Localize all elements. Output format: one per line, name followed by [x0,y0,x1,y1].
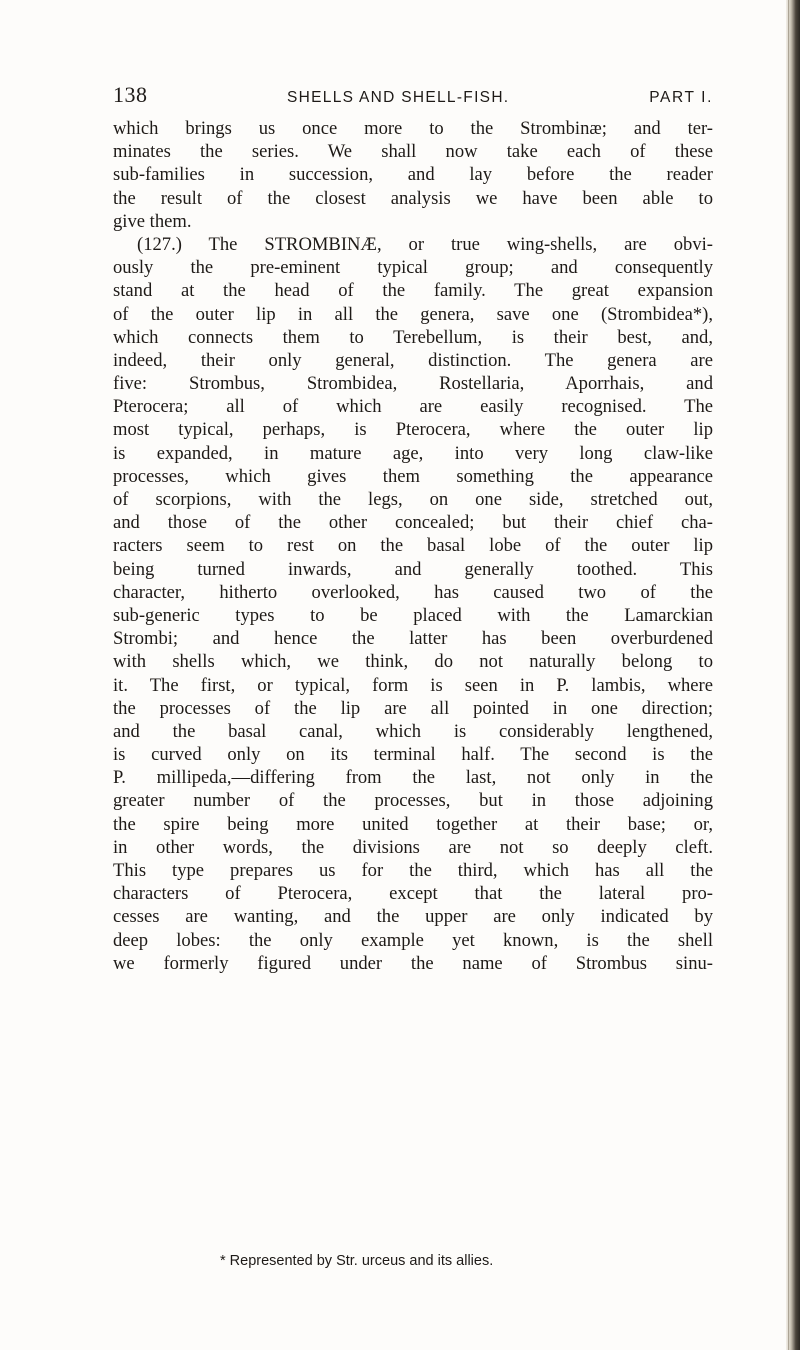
text-line: five: Strombus, Strombidea, Rostellaria, Aporrhais, and [113,373,713,395]
footnote: * Represented by Str. urceus and its allies. [220,1253,494,1269]
text-line: in other words, the divisions are not so deeply cleft. [113,836,713,858]
text-line: Strombi; and hence the latter has been overburdened [113,628,713,650]
text-line: This type prepares us for the third, which has all the [113,860,713,881]
text-line: which brings us once more to the Strombinæ; and ter- [113,118,713,139]
text-line: sub-generic types to be placed with the Lamarckian [113,604,713,626]
text-line: character, hitherto overlooked, has caused two of the [113,581,713,603]
text-line: is expanded, in mature age, into very long claw-like [113,442,713,464]
text-line: give them. [113,210,192,232]
text-line: of the outer lip in all the genera, save one (Strombidea*), [113,303,713,325]
text-line: of scorpions, with the legs, on one side, stretched out, [113,489,713,510]
part-label: PART I. [649,89,713,106]
text-line: and the basal canal, which is considerably lengthened, [113,720,713,742]
text-line: P. millipeda,—differing from the last, not only in the [113,767,713,789]
text-line: racters seem to rest on the basal lobe of the outer lip [113,535,713,557]
running-title: SHELLS AND SHELL-FISH. [287,89,510,106]
text-line: most typical, perhaps, is Pterocera, where the outer lip [113,419,713,441]
page-number: 138 [113,82,148,107]
text-line: cesses are wanting, and the upper are only indicated by [113,906,713,928]
text-line: processes, which gives them something the appearance [113,465,713,487]
text-line: being turned inwards, and generally toothed. This [113,558,713,580]
text-line: (127.) The STROMBINÆ, or true wing-shells, are obvi- [137,233,713,255]
text-line: we formerly figured under the name of Strombus sinu- [113,952,713,974]
text-line: Pterocera; all of which are easily recognised. The [113,396,713,418]
text-line: which connects them to Terebellum, is their best, and, [113,326,713,348]
running-header [113,82,713,112]
text-line: ously the pre-eminent typical group; and consequently [113,257,713,279]
text-line: is curved only on its terminal half. The second is the [113,744,713,766]
text-line: stand at the head of the family. The great expansion [113,280,713,302]
text-line: characters of Pterocera, except that the lateral pro- [113,883,713,905]
text-line: it. The first, or typical, form is seen in P. lambis, where [113,674,713,696]
text-line: and those of the other concealed; but their chief cha- [113,512,713,534]
text-line: greater number of the processes, but in those adjoining [113,790,713,812]
text-line: indeed, their only general, distinction. The genera are [113,349,713,371]
text-line: the processes of the lip are all pointed in one direction; [113,697,713,719]
text-line: minates the series. We shall now take each of these [113,141,713,163]
text-line: with shells which, we think, do not naturally belong to [113,651,713,673]
body-text [113,117,713,975]
text-line: the spire being more united together at their base; or, [113,813,713,835]
text-line: sub-families in succession, and lay before the reader [113,164,713,186]
text-line: the result of the closest analysis we have been able to [113,187,713,209]
text-line: deep lobes: the only example yet known, is the shell [113,929,713,951]
book-spine-edge [786,0,800,1350]
